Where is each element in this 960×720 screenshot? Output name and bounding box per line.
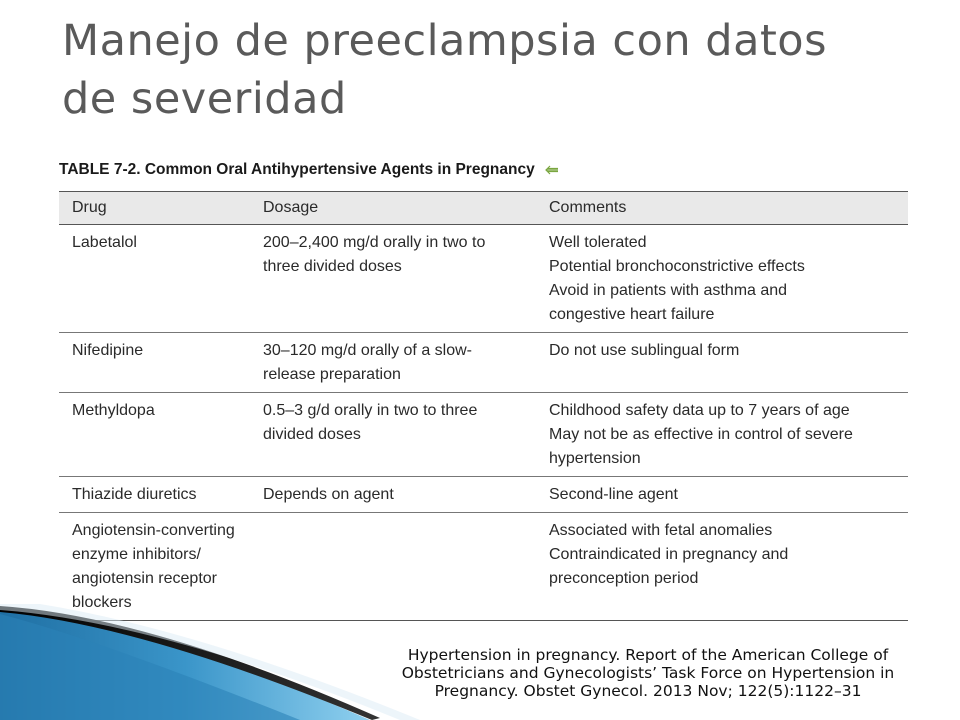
table-row — [59, 225, 908, 333]
column-header-comments: Comments — [549, 199, 627, 216]
comments-line: Well tolerated — [549, 234, 647, 251]
table-row — [59, 393, 908, 477]
comments-line: May not be as effective in control of severe — [549, 426, 853, 443]
dosage-line: three divided doses — [263, 258, 402, 275]
cell-comments — [536, 393, 908, 476]
cell-comments — [536, 333, 908, 392]
antihypertensive-table — [59, 191, 908, 621]
citation-line-1: Hypertension in pregnancy. Report of the American College of — [407, 646, 889, 664]
comments-line: Avoid in patients with asthma and — [549, 282, 788, 299]
slide-title — [62, 12, 922, 128]
table-body — [59, 225, 908, 620]
comments-line: Do not use sublingual form — [549, 342, 740, 359]
cell-drug — [59, 225, 250, 332]
cell-comments — [536, 477, 908, 512]
dosage-line: Depends on agent — [263, 486, 394, 503]
cell-drug — [59, 393, 250, 476]
comments-line: congestive heart failure — [549, 306, 715, 323]
drug-line: Methyldopa — [72, 402, 155, 419]
comments-line: Second-line agent — [549, 486, 678, 503]
comments-line: Contraindicated in pregnancy and — [549, 546, 789, 563]
citation-line-2: Obstetricians and Gynecologists’ Task Force on Hypertension in — [401, 664, 895, 682]
citation-line-3: Pregnancy. Obstet Gynecol. 2013 Nov; 122(5):1122–31 — [434, 682, 862, 700]
slide-title-line-1: Manejo de preeclampsia con datos — [62, 16, 828, 66]
table-caption-label: TABLE 7-2. — [59, 161, 141, 178]
table-row — [59, 333, 908, 393]
cell-drug — [59, 333, 250, 392]
drug-line: enzyme inhibitors/ — [72, 546, 201, 563]
cell-dosage — [250, 333, 536, 392]
comments-line: preconception period — [549, 570, 699, 587]
slide-title-line-2: de severidad — [62, 74, 347, 124]
comments-line: Associated with fetal anomalies — [549, 522, 773, 539]
cell-drug — [59, 477, 250, 512]
column-header-drug: Drug — [72, 199, 107, 216]
drug-line: angiotensin receptor — [72, 570, 217, 587]
comments-line: Childhood safety data up to 7 years of age — [549, 402, 850, 419]
table-caption-title: Common Oral Antihypertensive Agents in Pregnancy — [144, 161, 535, 178]
dosage-line: divided doses — [263, 426, 361, 443]
drug-line: Thiazide diuretics — [72, 486, 197, 503]
dosage-line: 0.5–3 g/d orally in two to three — [263, 402, 478, 419]
cell-dosage — [250, 393, 536, 476]
cell-comments — [536, 225, 908, 332]
dosage-line: 30–120 mg/d orally of a slow- — [263, 342, 472, 359]
cell-dosage — [250, 477, 536, 512]
drug-line: Nifedipine — [72, 342, 144, 359]
table-header-row — [59, 192, 908, 225]
drug-line: Angiotensin-converting — [72, 522, 235, 539]
dosage-line: release preparation — [263, 366, 401, 383]
column-header-dosage: Dosage — [263, 199, 319, 216]
drug-line: blockers — [72, 594, 132, 611]
back-arrow-icon — [545, 161, 559, 177]
comments-line: hypertension — [549, 450, 641, 467]
table-row — [59, 477, 908, 513]
cell-dosage — [250, 225, 536, 332]
drug-line: Labetalol — [72, 234, 137, 251]
dosage-line: 200–2,400 mg/d orally in two to — [263, 234, 486, 251]
comments-line: Potential bronchoconstrictive effects — [549, 258, 805, 275]
citation — [352, 646, 944, 700]
table-caption — [59, 161, 559, 179]
